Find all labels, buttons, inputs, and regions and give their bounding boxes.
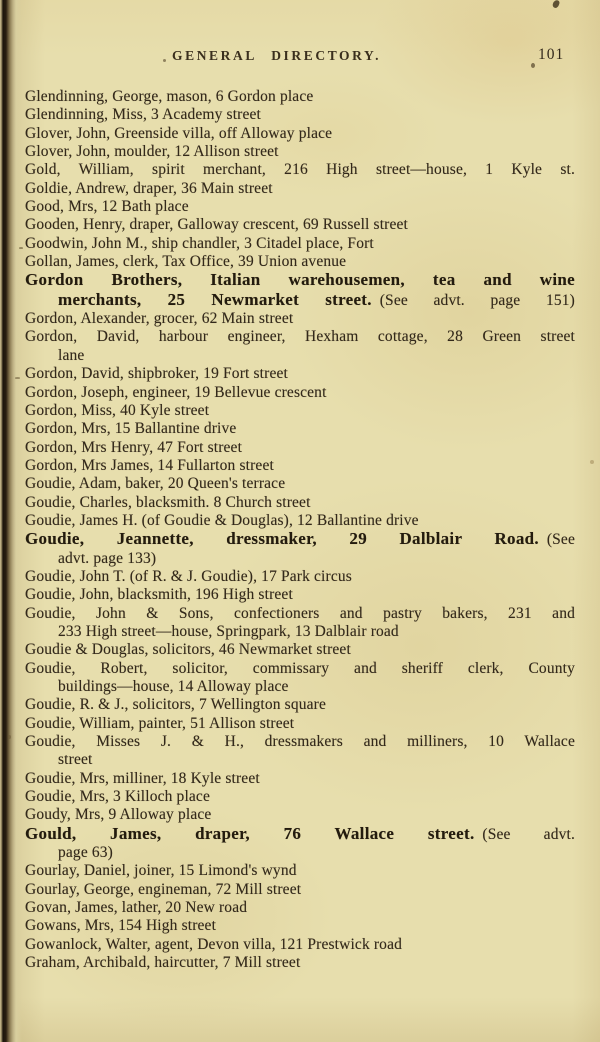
entry-line bbox=[25, 328, 575, 346]
directory-entry bbox=[25, 881, 575, 899]
entry-line bbox=[25, 198, 575, 216]
directory-entry bbox=[25, 936, 575, 954]
scan-speck bbox=[590, 460, 594, 464]
directory-entry bbox=[25, 439, 575, 457]
entry-line bbox=[25, 605, 575, 623]
entry-line bbox=[25, 788, 575, 806]
directory-entries bbox=[25, 88, 575, 973]
directory-entry bbox=[25, 512, 575, 530]
directory-entry bbox=[25, 954, 575, 972]
entry-line bbox=[25, 384, 575, 402]
entry-text: Goudie, William, painter, 51 Allison street bbox=[25, 714, 295, 732]
entry-text: Gordon, David, shipbroker, 19 Fort street bbox=[25, 365, 288, 383]
entry-text: Govan, James, lather, 20 New road bbox=[25, 899, 248, 917]
entry-line bbox=[25, 457, 575, 475]
entry-text: Gourlay, Daniel, joiner, 15 Limond's wynd bbox=[25, 862, 297, 880]
directory-entry bbox=[25, 235, 575, 253]
directory-entry bbox=[25, 586, 575, 604]
entry-text: buildings—house, 14 Alloway place bbox=[58, 678, 289, 695]
entry-text: Graham, Archibald, haircutter, 7 Mill street bbox=[25, 954, 301, 972]
entry-line bbox=[25, 881, 575, 899]
entry-line bbox=[25, 715, 575, 733]
entry-text: Glover, John, Greenside villa, off Alloway place bbox=[25, 124, 333, 142]
entry-text: lane bbox=[58, 346, 85, 364]
entry-line bbox=[25, 180, 575, 198]
entry-text: Gollan, James, clerk, Tax Office, 39 Union avenue bbox=[25, 253, 347, 271]
book-binding-edge bbox=[0, 0, 22, 1042]
entry-line bbox=[25, 253, 575, 271]
directory-entry bbox=[25, 88, 575, 106]
entry-text: Goudie, Misses J. & H., dressmakers and milliners, 10 Wallace bbox=[25, 733, 575, 751]
entry-line bbox=[25, 106, 575, 124]
directory-entry bbox=[25, 715, 575, 733]
entry-line-continuation bbox=[25, 291, 575, 310]
directory-entry bbox=[25, 530, 575, 568]
directory-entry bbox=[25, 660, 575, 697]
directory-entry bbox=[25, 328, 575, 365]
entry-line bbox=[25, 161, 575, 179]
directory-entry bbox=[25, 806, 575, 824]
entry-text: Goudie, Adam, baker, 20 Queen's terrace bbox=[25, 475, 286, 493]
directory-entry bbox=[25, 457, 575, 475]
entry-text: Goudie, Mrs, milliner, 18 Kyle street bbox=[25, 769, 260, 787]
entry-line-continuation bbox=[25, 751, 575, 769]
entry-text: Gowans, Mrs, 154 High street bbox=[25, 917, 217, 935]
directory-entry bbox=[25, 253, 575, 271]
directory-entry bbox=[25, 641, 575, 659]
entry-line bbox=[25, 310, 575, 328]
entry-text: Goudie, Mrs, 3 Killoch place bbox=[25, 788, 210, 806]
directory-entry bbox=[25, 125, 575, 143]
entry-text: Goudy, Mrs, 9 Alloway place bbox=[25, 806, 212, 824]
entry-line bbox=[25, 216, 575, 234]
entry-text: Goudie, Charles, blacksmith. 8 Church street bbox=[25, 493, 311, 511]
entry-line bbox=[25, 862, 575, 880]
directory-entry bbox=[25, 143, 575, 161]
entry-line bbox=[25, 954, 575, 972]
entry-text: Gooden, Henry, draper, Galloway crescent, 69 Russell street bbox=[25, 216, 408, 234]
entry-line bbox=[25, 917, 575, 935]
entry-text: Glendinning, George, mason, 6 Gordon place bbox=[25, 88, 314, 105]
entry-text: Gowanlock, Walter, agent, Devon villa, 121 Prestwick road bbox=[25, 935, 403, 953]
entry-line bbox=[25, 235, 575, 253]
directory-entry bbox=[25, 198, 575, 216]
entry-line-continuation bbox=[25, 678, 575, 696]
entry-text: Goudie, Robert, solicitor, commissary and sheriff clerk, County bbox=[25, 659, 575, 677]
entry-text: (See advt. bbox=[482, 825, 575, 843]
entry-text: Gordon, David, harbour engineer, Hexham cottage, 28 Green street bbox=[25, 328, 575, 346]
entry-text: Goldie, Andrew, draper, 36 Main street bbox=[25, 179, 273, 197]
entry-line bbox=[25, 143, 575, 161]
entry-text: Glover, John, moulder, 12 Allison street bbox=[25, 143, 279, 161]
directory-entry bbox=[25, 216, 575, 234]
directory-entry bbox=[25, 402, 575, 420]
entry-text: Goudie & Douglas, solicitors, 46 Newmarket street bbox=[25, 641, 351, 659]
entry-line bbox=[25, 475, 575, 493]
entry-line bbox=[25, 512, 575, 530]
directory-entry bbox=[25, 696, 575, 714]
directory-entry bbox=[25, 271, 575, 310]
entry-text: Gold, William, spirit merchant, 216 High street—house, 1 Kyle st. bbox=[25, 161, 575, 179]
entry-line bbox=[25, 568, 575, 586]
directory-entry bbox=[25, 917, 575, 935]
directory-entry bbox=[25, 106, 575, 124]
entry-text: Gordon, Miss, 40 Kyle street bbox=[25, 401, 210, 419]
entry-text: Gordon, Mrs Henry, 47 Fort street bbox=[25, 438, 243, 456]
entry-text: (See bbox=[546, 531, 575, 549]
directory-entry bbox=[25, 770, 575, 788]
directory-entry bbox=[25, 420, 575, 438]
entry-line-continuation bbox=[25, 623, 575, 641]
scan-speck bbox=[552, 0, 561, 9]
entry-line bbox=[25, 641, 575, 659]
entry-bold-text: merchants, 25 Newmarket street. bbox=[58, 289, 372, 309]
directory-entry bbox=[25, 310, 575, 328]
directory-entry bbox=[25, 899, 575, 917]
entry-text: Goudie, John T. (of R. & J. Goudie), 17 Park circus bbox=[25, 567, 352, 585]
entry-line bbox=[25, 733, 575, 751]
entry-text: Goudie, John & Sons, confectioners and pastry bakers, 231 and bbox=[25, 604, 575, 622]
entry-line bbox=[25, 660, 575, 678]
directory-entry bbox=[25, 825, 575, 863]
entry-text: Gordon, Joseph, engineer, 19 Bellevue crescent bbox=[25, 383, 327, 401]
entry-line-continuation bbox=[25, 347, 575, 365]
entry-line bbox=[25, 825, 575, 844]
directory-entry bbox=[25, 862, 575, 880]
entry-line bbox=[25, 420, 575, 438]
entry-line bbox=[25, 586, 575, 604]
entry-line bbox=[25, 770, 575, 788]
entry-text: page 63) bbox=[58, 844, 113, 862]
page-header-title: GENERAL DIRECTORY. bbox=[172, 48, 382, 63]
entry-text: Goodwin, John M., ship chandler, 3 Citadel place, Fort bbox=[25, 234, 374, 252]
entry-bold-text: Gould, James, draper, 76 Wallace street. bbox=[25, 823, 475, 843]
entry-line bbox=[25, 806, 575, 824]
entry-text: (See advt. page 151) bbox=[379, 291, 575, 309]
directory-entry bbox=[25, 568, 575, 586]
entry-line-continuation bbox=[25, 844, 575, 862]
directory-entry bbox=[25, 161, 575, 179]
entry-text: Gourlay, George, engineman, 72 Mill street bbox=[25, 880, 302, 898]
entry-line bbox=[25, 271, 575, 290]
entry-line bbox=[25, 88, 575, 106]
entry-line bbox=[25, 125, 575, 143]
entry-bold-text: Gordon Brothers, Italian warehousemen, tea and wine bbox=[25, 270, 575, 290]
scan-speck bbox=[163, 59, 166, 62]
entry-bold-text: Goudie, Jeannette, dressmaker, 29 Dalblair Road. bbox=[25, 529, 539, 549]
entry-line bbox=[25, 696, 575, 714]
entry-text: Goudie, James H. (of Goudie & Douglas), 12 Ballantine drive bbox=[25, 511, 419, 529]
entry-text: Gordon, Mrs, 15 Ballantine drive bbox=[25, 420, 237, 438]
entry-line bbox=[25, 936, 575, 954]
entry-line bbox=[25, 494, 575, 512]
directory-entry bbox=[25, 475, 575, 493]
directory-entry bbox=[25, 365, 575, 383]
scan-speck bbox=[531, 63, 535, 68]
directory-entry bbox=[25, 384, 575, 402]
directory-entry bbox=[25, 788, 575, 806]
entry-line bbox=[25, 365, 575, 383]
entry-text: Gordon, Mrs James, 14 Fullarton street bbox=[25, 456, 274, 474]
directory-entry bbox=[25, 494, 575, 512]
entry-text: 233 High street—house, Springpark, 13 Dalblair road bbox=[58, 622, 399, 640]
entry-text: Goudie, R. & J., solicitors, 7 Wellington square bbox=[25, 696, 327, 714]
entry-line bbox=[25, 402, 575, 420]
entry-text: street bbox=[58, 751, 93, 769]
entry-line bbox=[25, 439, 575, 457]
entry-line bbox=[25, 899, 575, 917]
directory-entry bbox=[25, 605, 575, 642]
directory-entry bbox=[25, 733, 575, 770]
entry-text: Gordon, Alexander, grocer, 62 Main street bbox=[25, 310, 294, 328]
entry-text: Goudie, John, blacksmith, 196 High street bbox=[25, 586, 293, 604]
entry-line bbox=[25, 530, 575, 549]
page-number: 101 bbox=[538, 46, 565, 63]
directory-entry bbox=[25, 180, 575, 198]
entry-text: Glendinning, Miss, 3 Academy street bbox=[25, 106, 261, 124]
entry-text: Good, Mrs, 12 Bath place bbox=[25, 198, 189, 216]
entry-text: advt. page 133) bbox=[58, 549, 157, 567]
entry-line-continuation bbox=[25, 550, 575, 568]
